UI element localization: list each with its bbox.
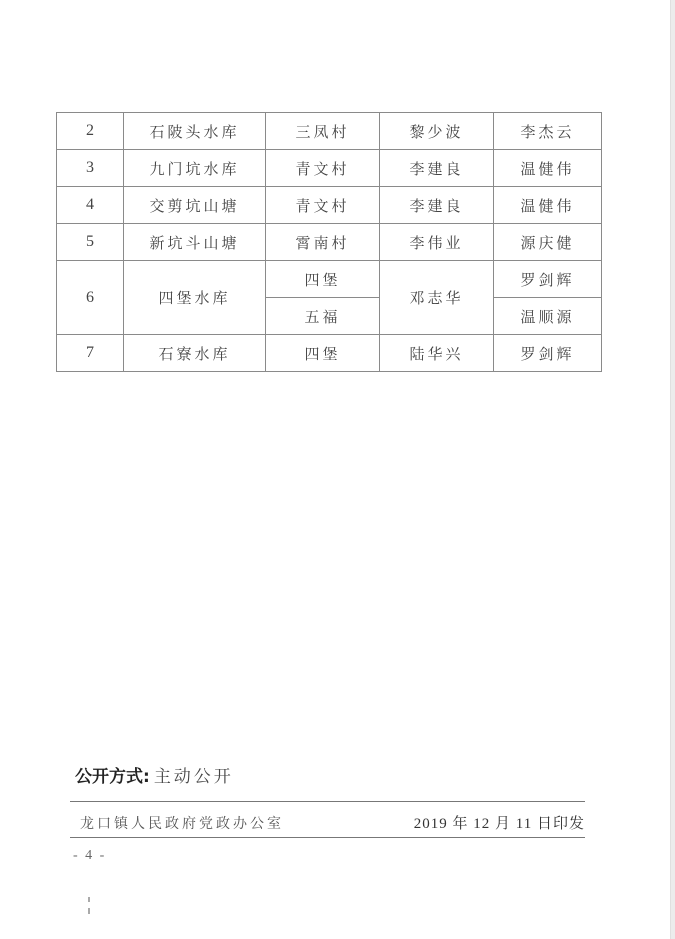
disclosure-label: 公开方式: bbox=[75, 767, 150, 787]
responsible-leader: 李建良 bbox=[380, 187, 494, 224]
reservoir-name: 新坑斗山塘 bbox=[124, 224, 266, 261]
reservoir-name: 石陂头水库 bbox=[124, 113, 266, 150]
table-row bbox=[57, 335, 602, 372]
responsible-keeper: 温健伟 bbox=[494, 187, 602, 224]
row-number: 5 bbox=[57, 224, 124, 261]
reservoir-duty-table bbox=[56, 112, 602, 372]
scan-mark bbox=[88, 897, 90, 902]
responsible-leader: 李建良 bbox=[380, 150, 494, 187]
divider-bottom bbox=[70, 837, 585, 838]
table-row bbox=[57, 150, 602, 187]
village-name: 四堡 bbox=[266, 335, 380, 372]
reservoir-name: 四堡水库 bbox=[124, 261, 266, 335]
scan-mark bbox=[88, 908, 90, 914]
reservoir-name: 九门坑水库 bbox=[124, 150, 266, 187]
responsible-keeper: 温顺源 bbox=[494, 298, 602, 335]
village-name: 四堡 bbox=[266, 261, 380, 298]
village-name: 三凤村 bbox=[266, 113, 380, 150]
responsible-keeper: 源庆健 bbox=[494, 224, 602, 261]
responsible-keeper: 温健伟 bbox=[494, 150, 602, 187]
table-row bbox=[57, 261, 602, 298]
reservoir-name: 石寮水库 bbox=[124, 335, 266, 372]
issue-date: 2019 年 12 月 11 日印发 bbox=[413, 816, 585, 832]
issuing-office: 龙口镇人民政府党政办公室 bbox=[80, 816, 284, 832]
page-number: - 4 - bbox=[73, 848, 107, 863]
village-name: 霄南村 bbox=[266, 224, 380, 261]
reservoir-name: 交剪坑山塘 bbox=[124, 187, 266, 224]
responsible-leader: 黎少波 bbox=[380, 113, 494, 150]
disclosure-value: 主动公开 bbox=[153, 767, 234, 787]
responsible-keeper: 李杰云 bbox=[494, 113, 602, 150]
row-number: 7 bbox=[57, 335, 124, 372]
row-number: 2 bbox=[57, 113, 124, 150]
table-row bbox=[57, 113, 602, 150]
responsible-leader: 陆华兴 bbox=[380, 335, 494, 372]
village-name: 五福 bbox=[266, 298, 380, 335]
row-number: 3 bbox=[57, 150, 124, 187]
table-row bbox=[57, 224, 602, 261]
row-number: 6 bbox=[57, 261, 124, 335]
disclosure-method bbox=[75, 762, 234, 787]
responsible-keeper: 罗剑辉 bbox=[494, 261, 602, 298]
village-name: 青文村 bbox=[266, 150, 380, 187]
divider-top bbox=[70, 801, 585, 802]
table-row bbox=[57, 187, 602, 224]
village-name: 青文村 bbox=[266, 187, 380, 224]
responsible-keeper: 罗剑辉 bbox=[494, 335, 602, 372]
page-edge-strip bbox=[670, 0, 675, 939]
responsible-leader: 邓志华 bbox=[380, 261, 494, 335]
row-number: 4 bbox=[57, 187, 124, 224]
responsible-leader: 李伟业 bbox=[380, 224, 494, 261]
